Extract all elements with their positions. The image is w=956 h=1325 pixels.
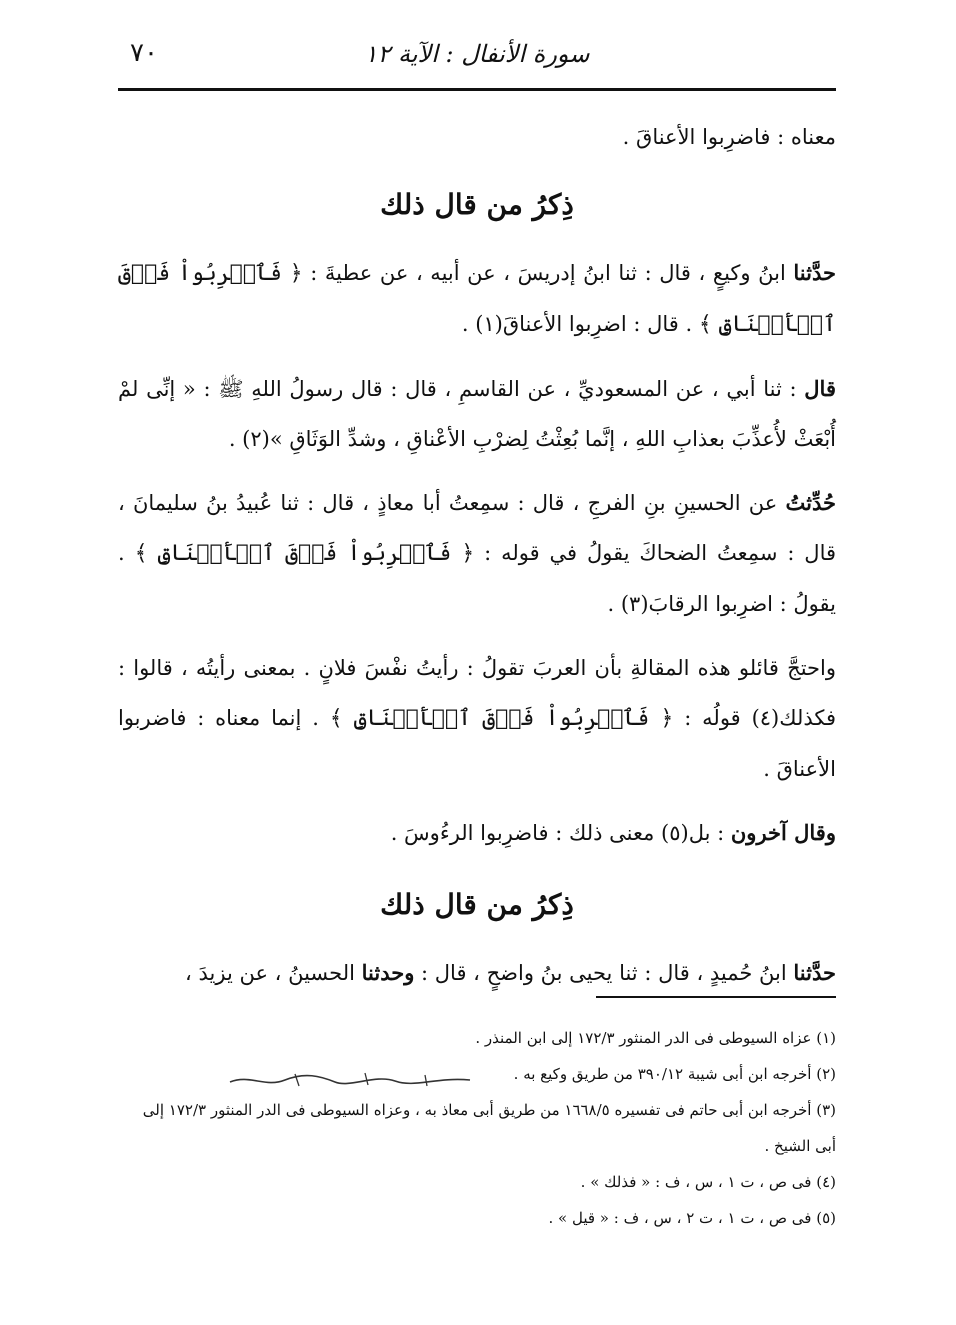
paragraph-text: : بل(٥) معنى ذلك : فاضرِبوا الرءُوسَ . <box>390 821 731 845</box>
paragraph-others <box>118 808 836 858</box>
paragraph-hadith-3 <box>118 478 836 629</box>
quran-quote: ﴿ فَٱضۡرِبُواْ فَوۡقَ ٱلۡأَعۡنَاقِ ﴾ <box>134 541 475 566</box>
paragraph-argument <box>118 643 836 794</box>
narration-lead: حدَّثنا <box>793 260 836 285</box>
narration-lead: قال <box>804 376 836 401</box>
paragraph-text: عن الحسينِ بنِ الفرجِ ، قال : سمِعتُ أبا معاذٍ ، قال : ثنا عُبيدُ بنُ سليمانَ ، قال : سمِعتُ الضحاكَ يقولُ في قوله : <box>118 491 837 565</box>
quran-quote: ﴿ فَٱضۡرِبُواْ فَوۡقَ ٱلۡأَعۡنَاقِ ﴾ <box>329 706 674 731</box>
page-number: ٧٠ <box>130 38 158 68</box>
paragraph-text: معناه : فاضرِبوا الأعناقَ . <box>622 125 836 149</box>
paragraph-text: ابنُ وكيعٍ ، قال : ثنا ابنُ إدريسَ ، عن أبيه ، عن عطيةَ : <box>302 261 794 285</box>
narration-lead: وحدثنا <box>361 960 415 985</box>
footnote-3: (٣) أخرجه ابن أبى حاتم فى تفسيره ١٦٦٨/٥ من طريق أبى معاذ به ، وعزاه السيوطى فى الدر المنثور ١٧٢/٣ إلى أبى الشيخ . <box>142 1101 836 1155</box>
running-title: سورة الأنفال : الآية ١٢ <box>364 40 590 68</box>
footnote-2: (٢) أخرجه ابن أبى شيبة ٣٩٠/١٢ من طريق وكيع به . <box>513 1065 836 1083</box>
main-text <box>118 112 836 1012</box>
footnote-4: (٤) فى ص ، ت ١ ، س ، ف : « فذلك » . <box>580 1173 836 1191</box>
paragraph-intro <box>118 112 836 162</box>
paragraph-hadith-4 <box>118 948 836 998</box>
footnotes <box>118 1020 836 1236</box>
paragraph-text: . يقولُ : اضرِبوا الرقابَ(٣) . <box>118 541 836 616</box>
narration-lead: وقال آخرون <box>730 820 836 845</box>
paragraph-text: . قال : اضرِبوا الأعناقَ(١) . <box>461 312 699 336</box>
header-rule <box>118 88 836 91</box>
paragraph-text: الحسينُ ، عن يزيدَ ، <box>185 961 362 985</box>
paragraph-hadith-1 <box>118 248 836 350</box>
narration-lead: حُدِّثتُ <box>785 490 836 515</box>
paragraph-hadith-2 <box>118 364 836 464</box>
footnote-1: (١) عزاه السيوطى فى الدر المنثور ١٧٢/٣ إلى ابن المنذر . <box>475 1029 836 1047</box>
paragraph-text: : ثنا أبي ، عن المسعوديِّ ، عن القاسمِ ، قال : قال رسولُ اللهِ ﷺ : « إنِّى لمْ أُبْعَثْ لأُعذِّبَ بعذابِ اللهِ ، إنَّما بُعِثْتُ لِضرْبِ الأعْناقِ ، وشدِّ الوَثَاقِ »(٢) . <box>118 377 836 451</box>
page-header <box>118 30 836 90</box>
footnote-5: (٥) فى ص ، ت ١ ، ت ٢ ، س ، ف : « قيل » . <box>548 1209 836 1227</box>
paragraph-text: ابنُ حُميدٍ ، قال : ثنا يحيى بنُ واضحٍ ، قال : <box>414 961 794 985</box>
paragraph-text: . إنما معناه : فاضربوا الأعناقَ . <box>118 706 836 781</box>
footnote-rule <box>596 996 836 998</box>
paragraph-text: واحتجَّ قائلو هذه المقالةِ بأن العربَ تقولُ : رأيتُ نفْسَ فلانٍ . بمعنى رأيتُه ، قالوا : فكذلك(٤) قولُه : <box>118 656 836 730</box>
handwritten-annotation <box>225 1068 475 1092</box>
narration-lead: حدَّثنا <box>793 960 836 985</box>
section-heading: ذِكرُ من قال ذلك <box>380 188 574 221</box>
section-heading: ذِكرُ من قال ذلك <box>380 888 574 921</box>
quran-quote: ﴿ فَٱضۡرِبُواْ فَوۡقَ ٱلۡأَعۡنَاقِ ﴾ <box>118 261 836 337</box>
